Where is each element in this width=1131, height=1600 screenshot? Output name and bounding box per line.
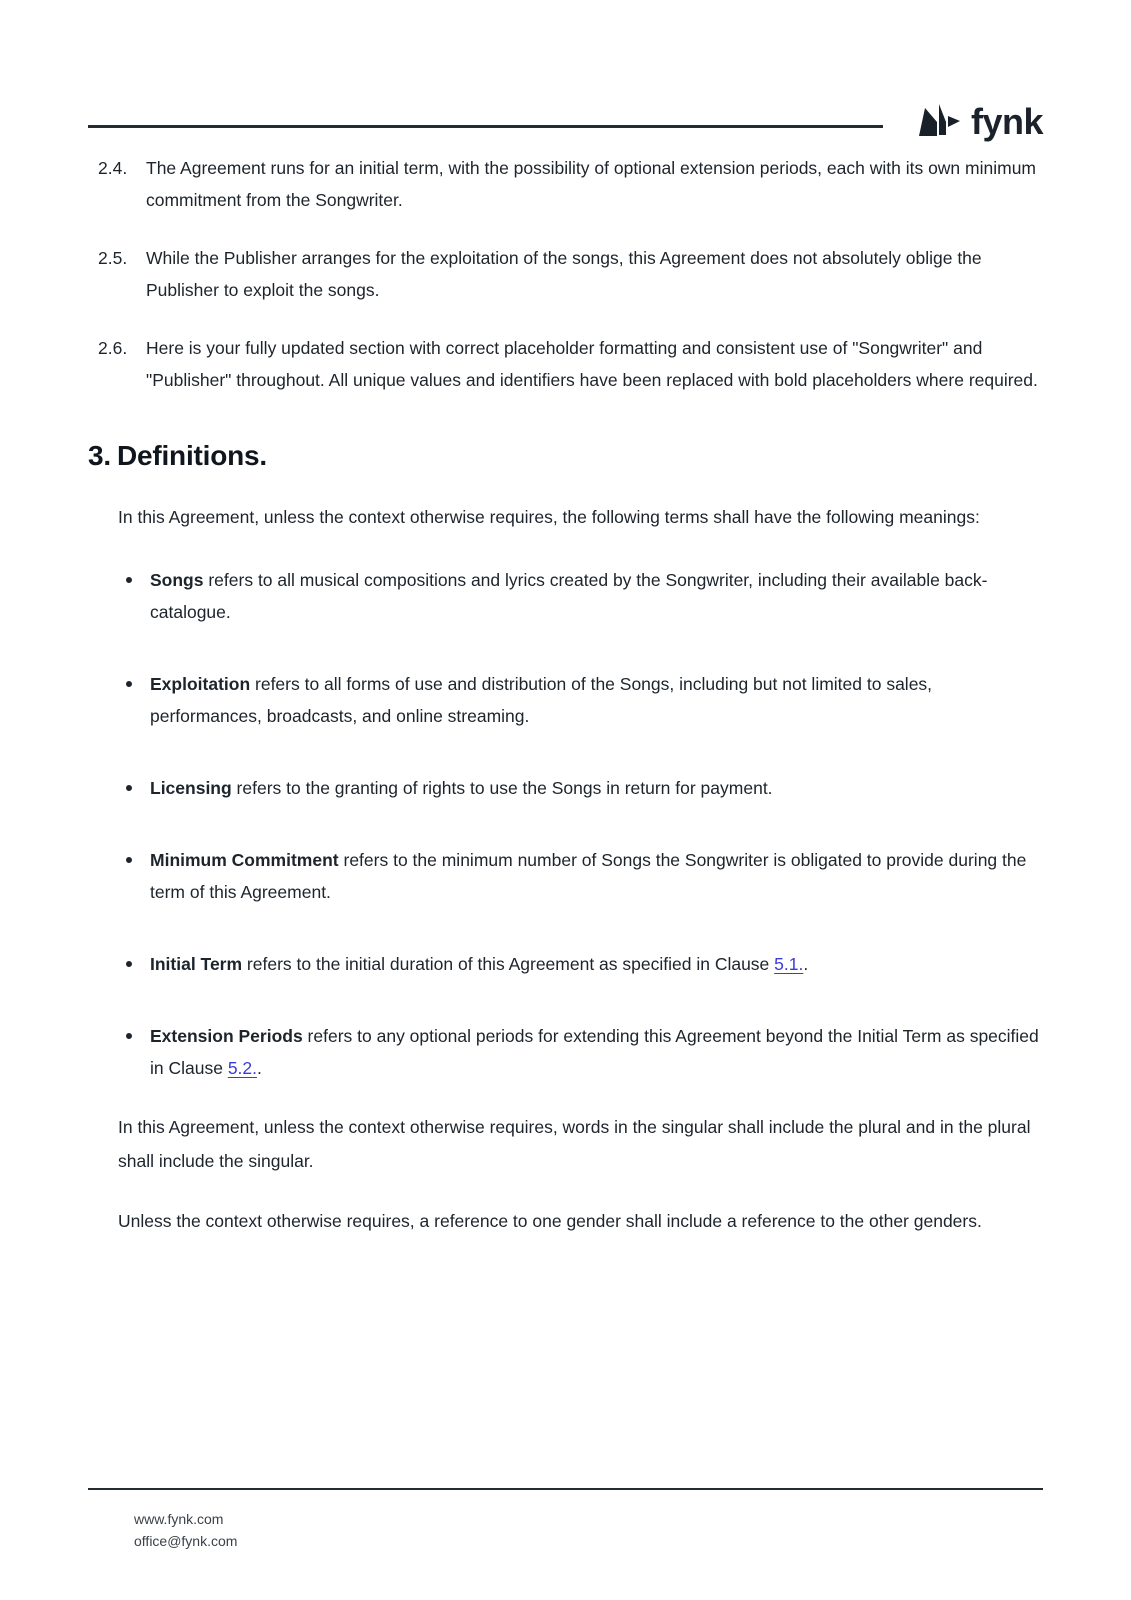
list-item bbox=[118, 1020, 1043, 1084]
definitions-intro: In this Agreement, unless the context otherwise requires, the following terms shall have the following meanings: bbox=[118, 507, 980, 527]
bullet-icon bbox=[126, 1033, 132, 1039]
definition-text-after: . bbox=[257, 1058, 262, 1078]
definition-text: refers to all musical compositions and lyrics created by the Songwriter, including their available back-catalogue. bbox=[150, 570, 988, 622]
clause-text: The Agreement runs for an initial term, with the possibility of optional extension periods, each with its own minimum commitment from the Songwriter. bbox=[146, 158, 1037, 210]
page-title bbox=[88, 440, 1043, 472]
page-header bbox=[88, 96, 1043, 156]
definition-text: refers to the initial duration of this Agreement as specified in Clause bbox=[242, 954, 775, 974]
bullet-icon bbox=[126, 961, 132, 967]
clause-2-5 bbox=[88, 242, 1043, 306]
header-divider bbox=[88, 125, 883, 128]
brand-name: fynk bbox=[970, 101, 1043, 142]
page-footer bbox=[88, 1488, 1043, 1552]
definition-term: Extension Periods bbox=[150, 1026, 303, 1046]
closing-paragraph-singular-plural: In this Agreement, unless the context otherwise requires, words in the singular shall include the plural and in the plural shall include the singular. bbox=[118, 1117, 1031, 1171]
definition-term: Songs bbox=[150, 570, 204, 590]
section-number: 3. bbox=[88, 440, 111, 471]
footer-website: www.fynk.com bbox=[134, 1511, 224, 1527]
clause-number: 2.4. bbox=[98, 158, 128, 178]
list-item bbox=[118, 772, 1043, 804]
footer-email: office@fynk.com bbox=[134, 1533, 238, 1549]
definitions-list bbox=[88, 564, 1043, 1084]
clause-text: Here is your fully updated section with correct placeholder formatting and consistent use of "Songwriter" and "Publisher" throughout. All unique values and identifiers have been replaced with bold placeholders where required. bbox=[146, 338, 1038, 390]
bullet-icon bbox=[126, 681, 132, 687]
section-title: Definitions. bbox=[116, 440, 267, 471]
definition-text: refers to the minimum number of Songs the Songwriter is obligated to provide during the term of this Agreement. bbox=[150, 850, 1027, 902]
definition-text: refers to all forms of use and distribution of the Songs, including but not limited to sales, performances, broadcasts, and online streaming. bbox=[150, 674, 933, 726]
definition-text: refers to the granting of rights to use the Songs in return for payment. bbox=[231, 778, 773, 798]
clause-2-6 bbox=[88, 332, 1043, 396]
list-item bbox=[118, 844, 1043, 908]
clause-text: While the Publisher arranges for the exploitation of the songs, this Agreement does not absolutely oblige the Publisher to exploit the songs. bbox=[146, 248, 982, 300]
clause-number: 2.6. bbox=[98, 338, 128, 358]
list-item bbox=[118, 564, 1043, 628]
list-item bbox=[118, 668, 1043, 732]
definition-term: Initial Term bbox=[150, 954, 243, 974]
clause-number: 2.5. bbox=[98, 248, 128, 268]
closing-paragraph-gender: Unless the context otherwise requires, a reference to one gender shall include a reference to the other genders. bbox=[118, 1211, 982, 1231]
definition-term: Exploitation bbox=[150, 674, 251, 694]
document-content bbox=[88, 152, 1043, 1264]
definition-term: Licensing bbox=[150, 778, 232, 798]
list-item bbox=[118, 948, 1043, 980]
brand-logo bbox=[917, 102, 1043, 142]
bullet-icon bbox=[126, 857, 132, 863]
bullet-icon bbox=[126, 577, 132, 583]
definition-text: refers to any optional periods for extending this Agreement beyond the Initial Term as specified in Clause bbox=[150, 1026, 1039, 1078]
bullet-icon bbox=[126, 785, 132, 791]
clause-2-4 bbox=[88, 152, 1043, 216]
definition-text-after: . bbox=[803, 954, 809, 974]
clause-link-5-1[interactable]: 5.1. bbox=[774, 954, 804, 974]
footer-contact bbox=[88, 1508, 1043, 1552]
clause-link-5-2[interactable]: 5.2. bbox=[227, 1058, 258, 1078]
fynk-origami-bird-icon bbox=[917, 102, 961, 142]
footer-divider bbox=[88, 1488, 1043, 1490]
definition-term: Minimum Commitment bbox=[150, 850, 339, 870]
